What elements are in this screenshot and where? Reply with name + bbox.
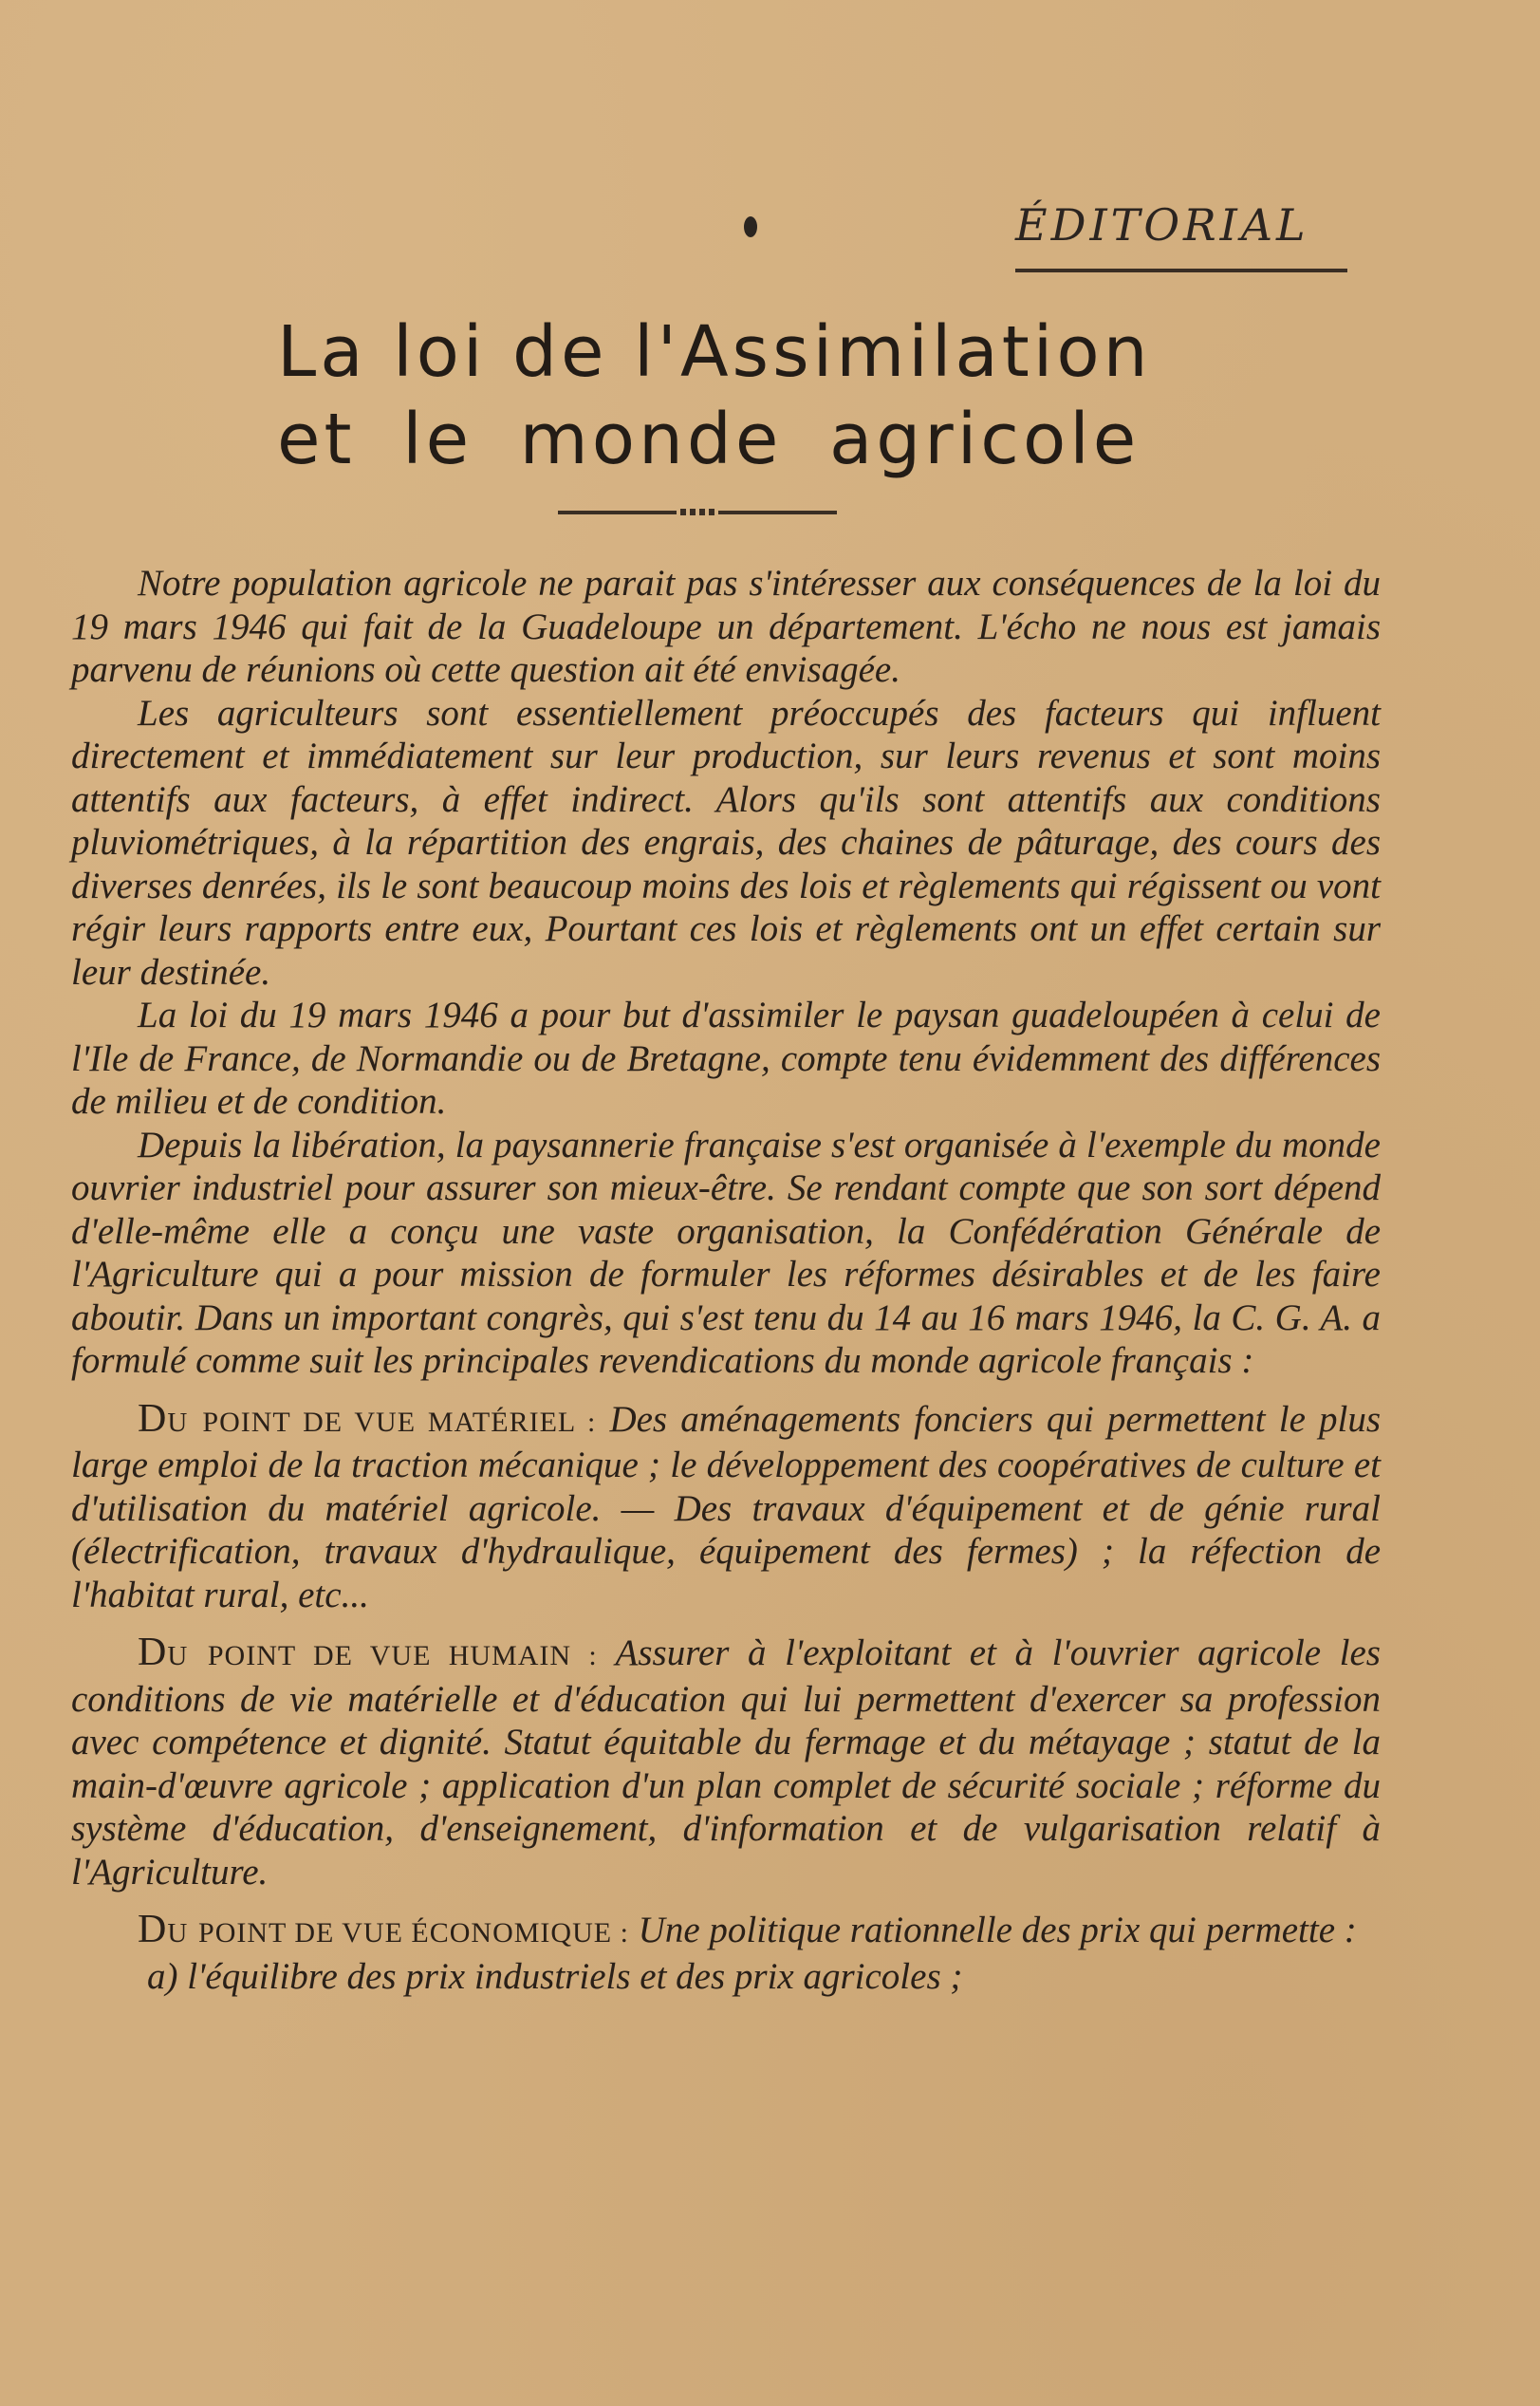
paragraph-cga: Depuis la libération, la paysannerie française s'est organisée à l'exemple du monde ouvrier industriel pour assurer son mieux-être. Se rendant compte que son sort dépend d'elle-même elle a conçu une vaste organisation, la Confédération Générale de l'Agriculture qui a pour mission de formuler les réformes désirables et de les faire aboutir. Dans un important congrès, qui s'est tenu du 14 au 16 mars 1946, la C. G. A. a formulé comme suit les principales revendications du monde agricole français :: [71, 1124, 1381, 1381]
heading-rest: POINT DE VUE ÉCONOMIQUE :: [198, 1917, 629, 1949]
economique-text: Une politique rationnelle des prix qui permette :: [628, 1910, 1357, 1950]
heading-materiel: [138, 1396, 597, 1441]
paragraph-humain: [71, 1632, 1381, 1893]
section-underline: [1015, 269, 1347, 272]
paragraph-materiel: [71, 1398, 1381, 1617]
title-line-2: et le monde agricole: [277, 399, 1141, 480]
paragraph-farmers-concerns: Les agriculteurs sont essentiellement préoccupés des facteurs qui influent directement et immédiatement sur leur production, sur leurs revenus et sont moins attentifs aux facteurs, à effet indirect. Alors qu'ils sont attentifs aux conditions pluviométriques, à la répartition des engrais, des chaines de pâturage, des cours des diverses denrées, ils le sont beaucoup moins des lois et règlements qui régissent ou vont régir leurs rapports entre eux, Pourtant ces lois et règlements ont un effet certain sur leur destinée.: [71, 692, 1381, 993]
heading-cap: Du: [138, 1908, 189, 1951]
list-item-a: a) l'équilibre des prix industriels et des prix agricoles ;: [147, 1955, 963, 1997]
divider-bar-left: [558, 511, 677, 514]
paragraph-intro: Notre population agricole ne parait pas s'intéresser aux conséquences de la loi du 19 mars 1946 qui fait de la Guadeloupe un département. L'écho ne nous est jamais parvenu de réunions où cette question ait été envisagée.: [71, 563, 1381, 690]
article-title: [277, 308, 1152, 483]
heading-cap: Du: [138, 1396, 189, 1441]
humain-text: Assurer à l'exploitant et à l'ouvrier agricole les conditions de vie matérielle et d'éducation qui lui permettent d'exercer sa profession avec compétence et dignité. Statut équitable du fermage et du métayage ; statut de la main-d'œuvre agricole ; application d'un plan complet de sécurité sociale ; réforme du système d'éducation, d'enseignement, d'information et de vulgarisation relatif à l'Agriculture.: [71, 1632, 1381, 1893]
divider-square: [690, 509, 696, 515]
title-line-1: La loi de l'Assimilation: [277, 311, 1152, 393]
heading-economique: [138, 1910, 629, 1950]
paragraph-law-purpose: La loi du 19 mars 1946 a pour but d'assimiler le paysan guadeloupéen à celui de l'Ile de France, de Normandie ou de Bretagne, compte tenu évidemment des différences de milieu et de condition.: [71, 995, 1381, 1122]
heading-cap: Du: [138, 1631, 189, 1674]
section-label: ÉDITORIAL: [1015, 199, 1309, 251]
divider-bar-right: [718, 511, 837, 514]
heading-rest: POINT DE VUE MATÉRIEL :: [202, 1406, 597, 1438]
divider-square: [709, 509, 714, 515]
article-body: [71, 562, 1381, 1998]
materiel-text: Des aménagements fonciers qui permettent le plus large emploi de la traction mécanique ; le développement des coopératives de culture et d'utilisation du matériel agricole. — Des travaux d'équipement et de génie rural (électrification, travaux d'hydraulique, équipement des fermes) ; la réfection de l'habitat rural, etc...: [71, 1398, 1382, 1615]
paragraph-economique: [71, 1909, 1381, 1955]
heading-humain: [138, 1632, 598, 1673]
title-divider-ornament: [558, 509, 837, 515]
divider-square: [699, 509, 705, 515]
divider-square: [680, 509, 686, 515]
heading-rest: POINT DE VUE HUMAIN :: [207, 1640, 598, 1671]
ink-dot: [744, 216, 757, 237]
